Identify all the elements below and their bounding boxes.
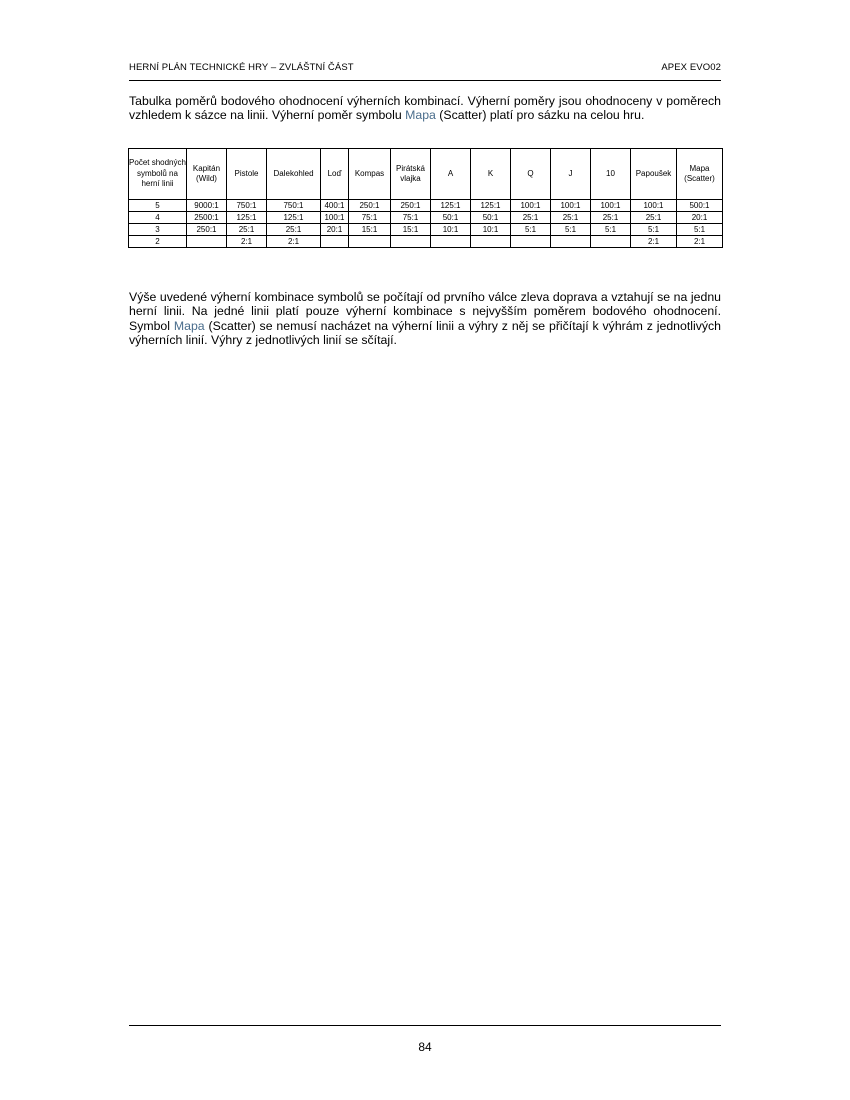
column-header: Kompas xyxy=(349,149,391,200)
column-header: A xyxy=(431,149,471,200)
table-cell: 10:1 xyxy=(431,224,471,236)
table-cell: 5:1 xyxy=(591,224,631,236)
table-cell: 25:1 xyxy=(267,224,321,236)
table-cell: 250:1 xyxy=(391,200,431,212)
column-header: Pistole xyxy=(227,149,267,200)
table-cell: 125:1 xyxy=(431,200,471,212)
table-cell: 750:1 xyxy=(227,200,267,212)
column-header: Q xyxy=(511,149,551,200)
footer-divider xyxy=(129,1025,721,1026)
outro-text-1: Výše uvedené výherní kombinace symbolů se počítají od prvního válce zleva doprava a vztahují se na jednu herní linii. Na jedné linii platí pouze výherní kombinace s nejvyšším poměrem bodového ohodnocení. Symbol xyxy=(129,290,721,333)
table-cell: 2 xyxy=(129,236,187,248)
column-header: Kapitán (Wild) xyxy=(187,149,227,200)
column-header: J xyxy=(551,149,591,200)
table-cell xyxy=(511,236,551,248)
intro-text-2: (Scatter) platí pro sázku na celou hru. xyxy=(435,108,645,123)
column-header: 10 xyxy=(591,149,631,200)
table-cell: 50:1 xyxy=(471,212,511,224)
table-cell: 750:1 xyxy=(267,200,321,212)
column-header: Mapa (Scatter) xyxy=(677,149,723,200)
table-cell: 100:1 xyxy=(321,212,349,224)
table-row xyxy=(129,236,723,248)
table-cell: 2500:1 xyxy=(187,212,227,224)
table-cell: 25:1 xyxy=(227,224,267,236)
intro-text-1: Tabulka poměrů bodového ohodnocení výherních kombinací. Výherní poměry jsou ohodnoceny v poměrech vzhledem k sázce na linii. Výherní poměr symbolu xyxy=(129,94,721,123)
table-header-row xyxy=(129,149,723,200)
table-cell: 500:1 xyxy=(677,200,723,212)
table-cell: 10:1 xyxy=(471,224,511,236)
outro-highlight: Mapa xyxy=(173,318,205,333)
table-cell: 5:1 xyxy=(631,224,677,236)
table-cell: 2:1 xyxy=(677,236,723,248)
table-cell: 125:1 xyxy=(267,212,321,224)
outro-paragraph xyxy=(129,290,721,347)
table-cell xyxy=(321,236,349,248)
column-header: K xyxy=(471,149,511,200)
table-cell: 100:1 xyxy=(631,200,677,212)
table-row xyxy=(129,224,723,236)
table-cell: 15:1 xyxy=(349,224,391,236)
table-cell xyxy=(431,236,471,248)
table-cell: 100:1 xyxy=(551,200,591,212)
header-title: HERNÍ PLÁN TECHNICKÉ HRY – ZVLÁŠTNÍ ČÁST xyxy=(129,62,354,73)
paytable xyxy=(128,148,723,248)
column-header: Pirátská vlajka xyxy=(391,149,431,200)
header-divider xyxy=(129,80,721,81)
table-row xyxy=(129,212,723,224)
table-cell: 5:1 xyxy=(677,224,723,236)
header-code: APEX EVO02 xyxy=(661,62,721,73)
table-cell: 2:1 xyxy=(267,236,321,248)
column-header: Loď xyxy=(321,149,349,200)
table-cell: 125:1 xyxy=(227,212,267,224)
table-cell: 4 xyxy=(129,212,187,224)
table-cell: 5 xyxy=(129,200,187,212)
column-header: Papoušek xyxy=(631,149,677,200)
table-cell: 75:1 xyxy=(349,212,391,224)
table-cell: 25:1 xyxy=(551,212,591,224)
table-cell: 20:1 xyxy=(321,224,349,236)
table-cell: 3 xyxy=(129,224,187,236)
table-cell: 75:1 xyxy=(391,212,431,224)
column-header: Počet shodných symbolů na herní linii xyxy=(129,149,187,200)
table-cell: 25:1 xyxy=(591,212,631,224)
page-number: 84 xyxy=(418,1040,432,1054)
table-cell: 125:1 xyxy=(471,200,511,212)
table-cell: 50:1 xyxy=(431,212,471,224)
table-cell: 400:1 xyxy=(321,200,349,212)
intro-highlight: Mapa xyxy=(405,108,436,123)
table-cell: 5:1 xyxy=(511,224,551,236)
table-cell: 5:1 xyxy=(551,224,591,236)
table-cell: 25:1 xyxy=(511,212,551,224)
table-cell xyxy=(187,236,227,248)
table-cell xyxy=(391,236,431,248)
table-cell xyxy=(471,236,511,248)
table-cell xyxy=(591,236,631,248)
outro-text-2: (Scatter) se nemusí nacházet na výherní linii a výhry z něj se přičítají k výhrám z jednotlivých výherních linií. Výhry z jednotlivých linií se sčítají. xyxy=(129,318,721,347)
table-cell: 15:1 xyxy=(391,224,431,236)
table-cell: 9000:1 xyxy=(187,200,227,212)
table-row xyxy=(129,200,723,212)
table-cell: 2:1 xyxy=(631,236,677,248)
table-cell: 250:1 xyxy=(349,200,391,212)
page-header xyxy=(129,62,721,73)
table-cell xyxy=(551,236,591,248)
table-cell xyxy=(349,236,391,248)
table-cell: 100:1 xyxy=(591,200,631,212)
column-header: Dalekohled xyxy=(267,149,321,200)
table-cell: 25:1 xyxy=(631,212,677,224)
table-cell: 2:1 xyxy=(227,236,267,248)
intro-paragraph xyxy=(129,94,721,123)
table-cell: 20:1 xyxy=(677,212,723,224)
table-cell: 250:1 xyxy=(187,224,227,236)
table-cell: 100:1 xyxy=(511,200,551,212)
